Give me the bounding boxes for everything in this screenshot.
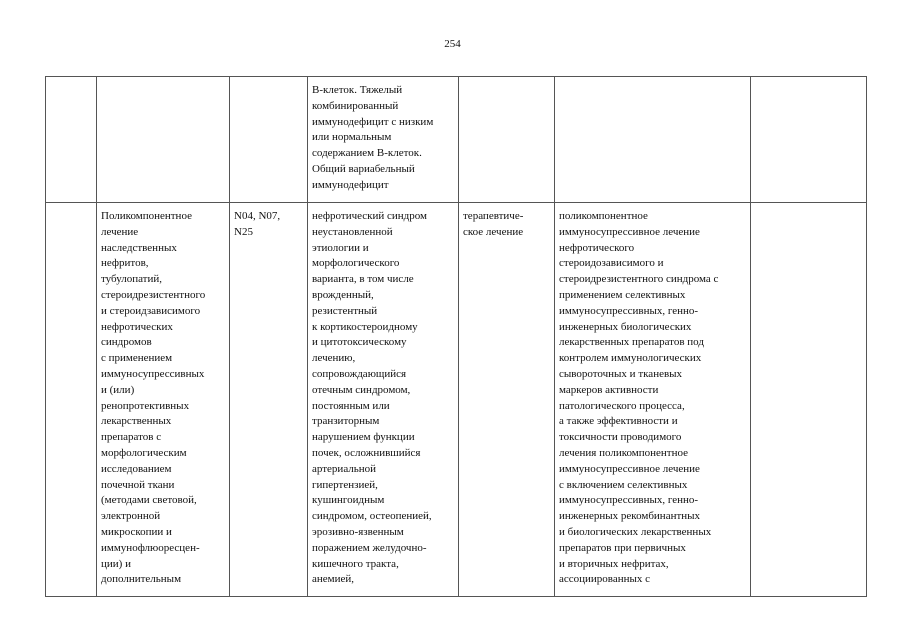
page-number: 254 bbox=[444, 38, 461, 50]
treatment-name-text: Поликомпонентное лечение наследственных нефритов, тубулопатий, стероидрезистентного и стероидзависимого нефротических синдромов с применением иммуносупрессивных и (или) ренопротективных лекарственных препаратов с морфологическим исследованием почечной ткани (методами световой, электронной микроскопии и иммунофлюоресцен- ции) и дополнительным bbox=[101, 210, 206, 586]
table-cell bbox=[97, 203, 230, 597]
table-cell bbox=[230, 203, 308, 597]
table-cell bbox=[555, 203, 751, 597]
table-cell bbox=[751, 203, 867, 597]
diagnosis-text: В-клеток. Тяжелый комбинированный иммунодефицит с низким или нормальным содержанием В-клеток. Общий вариабельный иммунодефицит bbox=[312, 84, 434, 191]
table-cell bbox=[751, 77, 867, 203]
treatment-type-text: терапевтиче- ское лечение bbox=[463, 210, 524, 238]
table-cell bbox=[46, 203, 97, 597]
table-row bbox=[46, 77, 867, 203]
icd-codes-text: N04, N07, N25 bbox=[234, 210, 281, 238]
table-cell bbox=[459, 203, 555, 597]
method-text: поликомпонентное иммуносупрессивное лечение нефротического стероидозависимого и стероидрезистентного синдрома с применением селективных иммуносупрессивных, генно- инженерных биологических лекарственных препаратов под контролем иммунологических сывороточных и тканевых маркеров активности патологического процесса, а также эффективности и токсичности проводимого лечения поликомпонентное иммуносупрессивное лечение с включением селективных иммуносупрессивных, генно- инженерных рекомбинантных и биологических лекарственных препаратов при первичных и вторичных нефритах, ассоциированных с bbox=[559, 210, 719, 586]
table-cell bbox=[308, 77, 459, 203]
table-cell bbox=[308, 203, 459, 597]
table-cell bbox=[46, 77, 97, 203]
table-cell bbox=[97, 77, 230, 203]
table-cell bbox=[459, 77, 555, 203]
table-cell bbox=[230, 77, 308, 203]
table-cell bbox=[555, 77, 751, 203]
document-table bbox=[45, 76, 867, 597]
diagnosis-text: нефротический синдром неустановленной этиологии и морфологического варианта, в том числе врожденный, резистентный к кортикостероидному и цитотоксическому лечению, сопровождающийся отечным синдромом, постоянным или транзиторным нарушением функции почек, осложнившийся артериальной гипертензией, кушингоидным синдромом, остеопенией, эрозивно-язвенным поражением желудочно- кишечного тракта, анемией, bbox=[312, 210, 432, 586]
table-row bbox=[46, 203, 867, 597]
